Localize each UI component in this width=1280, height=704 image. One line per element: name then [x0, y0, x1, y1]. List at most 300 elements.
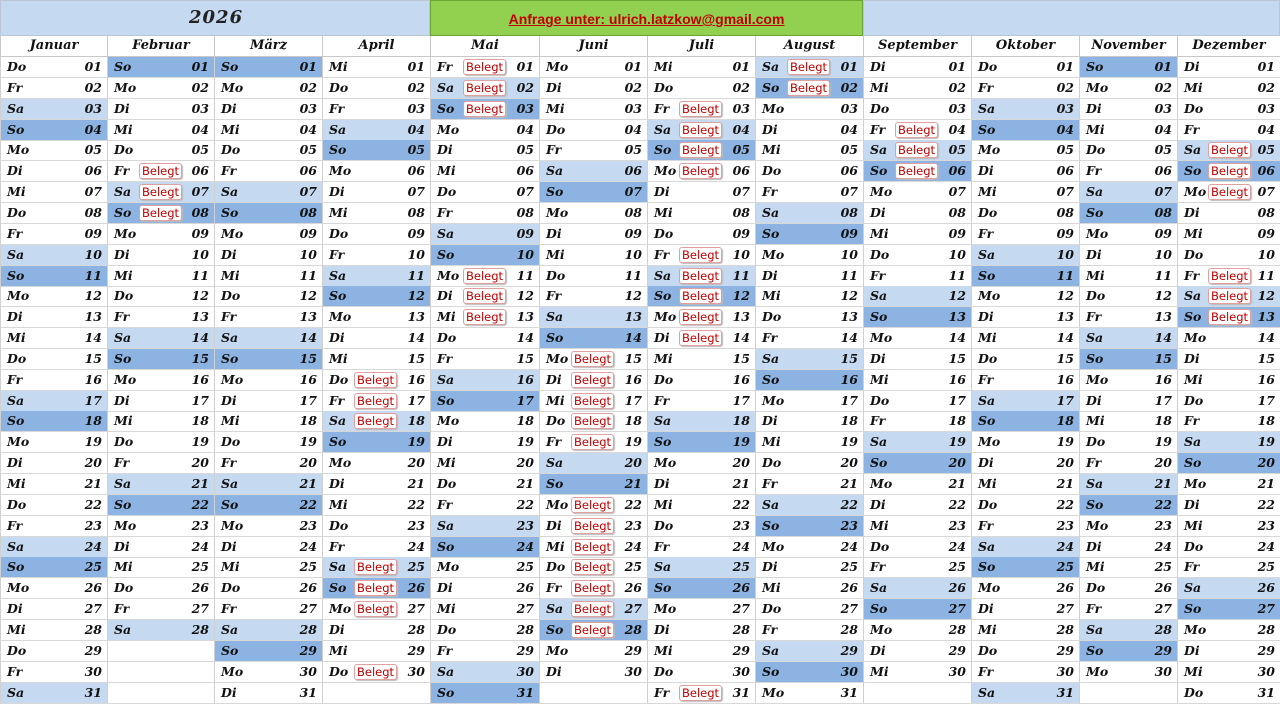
day-number: 17 — [84, 392, 102, 408]
weekday-label: Di — [7, 163, 23, 179]
day-number: 15 — [732, 350, 750, 366]
day-cell — [107, 474, 214, 495]
weekday-label: So — [654, 288, 672, 304]
day-cell — [863, 662, 971, 683]
weekday-label: So — [654, 142, 672, 158]
day-number: 09 — [1056, 225, 1074, 241]
day-number: 19 — [1056, 434, 1074, 450]
day-number: 29 — [624, 642, 642, 658]
booked-badge: Belegt — [571, 518, 614, 534]
weekday-label: Sa — [654, 121, 672, 137]
day-cell — [539, 474, 647, 495]
day-cell — [322, 266, 430, 287]
day-number: 17 — [407, 392, 425, 408]
day-number: 18 — [191, 413, 209, 429]
day-cell — [1079, 641, 1177, 662]
weekday-label: Do — [437, 476, 457, 491]
weekday-label: Mi — [7, 476, 26, 491]
booked-badge: Belegt — [354, 580, 397, 596]
day-cell — [214, 370, 322, 391]
day-cell — [322, 286, 430, 307]
weekday-label: Fr — [978, 371, 994, 387]
day-number: 23 — [948, 517, 966, 533]
weekday-label: Mo — [221, 663, 244, 679]
day-number: 14 — [948, 330, 966, 346]
day-cell — [214, 266, 322, 287]
day-cell — [647, 120, 755, 141]
day-cell — [107, 516, 214, 537]
day-cell — [755, 620, 863, 641]
day-cell — [107, 120, 214, 141]
day-cell — [214, 307, 322, 328]
day-number: 25 — [732, 559, 750, 575]
day-cell — [539, 245, 647, 266]
day-cell — [539, 683, 647, 704]
weekday-label: Fr — [1086, 163, 1102, 179]
day-cell — [863, 557, 971, 578]
day-cell — [430, 328, 539, 349]
day-cell — [755, 182, 863, 203]
day-cell — [1079, 78, 1177, 99]
weekday-label: Do — [221, 580, 241, 596]
day-cell — [0, 411, 107, 432]
day-number: 09 — [624, 225, 642, 241]
day-cell — [1177, 286, 1280, 307]
day-number: 18 — [840, 413, 858, 429]
day-number: 29 — [840, 642, 858, 658]
weekday-label: Mo — [221, 517, 244, 533]
day-cell — [539, 99, 647, 120]
weekday-label: Di — [870, 59, 886, 74]
day-cell — [971, 78, 1079, 99]
day-number: 05 — [191, 142, 209, 158]
weekday-label: Mo — [437, 267, 460, 283]
day-cell — [755, 99, 863, 120]
day-cell — [214, 245, 322, 266]
day-cell — [647, 182, 755, 203]
weekday-label: Mi — [870, 517, 889, 533]
month-header: September — [863, 36, 971, 57]
weekday-label: Mi — [1086, 413, 1105, 429]
weekday-label: Do — [7, 204, 27, 220]
day-number: 06 — [1257, 163, 1275, 179]
day-cell — [863, 266, 971, 287]
day-number: 10 — [1257, 246, 1275, 262]
day-number: 27 — [191, 601, 209, 617]
day-cell — [214, 161, 322, 182]
weekday-label: Fr — [7, 371, 23, 387]
day-cell — [647, 495, 755, 516]
weekday-label: Sa — [654, 267, 672, 283]
day-number: 01 — [840, 59, 858, 74]
weekday-label: So — [870, 163, 888, 179]
weekday-label: Fr — [546, 434, 562, 450]
weekday-label: So — [221, 642, 239, 658]
weekday-label: Di — [870, 496, 886, 512]
day-cell — [1079, 120, 1177, 141]
day-number: 09 — [840, 225, 858, 241]
weekday-label: Do — [1184, 684, 1204, 700]
day-number: 17 — [732, 392, 750, 408]
day-number: 01 — [516, 59, 534, 74]
weekday-label: Sa — [762, 496, 780, 512]
weekday-label: Mo — [978, 434, 1001, 450]
day-cell — [214, 120, 322, 141]
weekday-label: Mi — [221, 267, 240, 283]
weekday-label: Mi — [1086, 559, 1105, 575]
weekday-label: So — [221, 59, 239, 74]
day-cell — [755, 224, 863, 245]
day-number: 26 — [948, 580, 966, 596]
day-number: 22 — [84, 496, 102, 512]
day-cell — [1079, 620, 1177, 641]
day-number: 19 — [516, 434, 534, 450]
day-cell — [1177, 266, 1280, 287]
day-cell — [1079, 557, 1177, 578]
weekday-label: Do — [7, 496, 27, 512]
month-header: März — [214, 36, 322, 57]
weekday-label: Mi — [1184, 371, 1203, 387]
day-number: 24 — [299, 538, 317, 554]
day-cell — [647, 140, 755, 161]
day-number: 11 — [1154, 267, 1172, 283]
day-number: 21 — [299, 476, 317, 491]
day-cell — [322, 120, 430, 141]
day-number: 07 — [732, 184, 750, 200]
weekday-label: Mi — [762, 434, 781, 450]
day-cell — [971, 495, 1079, 516]
day-number: 23 — [1056, 517, 1074, 533]
day-number: 21 — [624, 476, 642, 491]
weekday-label: Do — [978, 204, 998, 220]
day-number: 09 — [407, 225, 425, 241]
day-number: 27 — [840, 601, 858, 617]
month-header: Februar — [107, 36, 214, 57]
day-number: 13 — [624, 309, 642, 325]
booked-badge: Belegt — [895, 142, 938, 158]
weekday-label: Sa — [978, 684, 996, 700]
weekday-label: Mi — [546, 246, 565, 262]
day-cell — [107, 203, 214, 224]
day-number: 18 — [516, 413, 534, 429]
day-number: 13 — [1154, 309, 1172, 325]
day-cell — [755, 557, 863, 578]
day-cell — [0, 286, 107, 307]
day-cell — [1177, 203, 1280, 224]
weekday-label: Do — [114, 580, 134, 596]
day-cell — [863, 349, 971, 370]
day-number: 04 — [1154, 121, 1172, 137]
weekday-label: Fr — [329, 100, 345, 116]
day-cell — [0, 266, 107, 287]
day-cell — [647, 286, 755, 307]
weekday-label: Fr — [870, 267, 886, 283]
day-number: 06 — [516, 163, 534, 179]
day-cell — [322, 599, 430, 620]
weekday-label: Sa — [221, 621, 239, 637]
day-cell — [1177, 78, 1280, 99]
weekday-label: Mi — [329, 350, 348, 366]
weekday-label: So — [437, 392, 455, 408]
weekday-label: Do — [978, 642, 998, 658]
day-number: 17 — [840, 392, 858, 408]
weekday-label: Sa — [870, 580, 888, 596]
weekday-label: Mo — [1184, 184, 1207, 200]
day-cell — [1177, 641, 1280, 662]
day-cell — [430, 370, 539, 391]
day-number: 30 — [948, 663, 966, 679]
weekday-label: Do — [762, 163, 782, 179]
day-number: 14 — [1257, 330, 1275, 346]
day-cell — [322, 307, 430, 328]
day-number: 08 — [1056, 204, 1074, 220]
day-number: 26 — [407, 580, 425, 596]
weekday-label: Di — [437, 142, 453, 158]
weekday-label: Mo — [1086, 663, 1109, 679]
weekday-label: Sa — [329, 413, 347, 429]
weekday-label: Mi — [7, 184, 26, 200]
weekday-label: Sa — [762, 642, 780, 658]
weekday-label: So — [654, 434, 672, 450]
day-cell — [539, 307, 647, 328]
day-cell — [863, 99, 971, 120]
weekday-label: Do — [978, 59, 998, 74]
booked-badge: Belegt — [463, 309, 506, 325]
day-number: 06 — [407, 163, 425, 179]
day-number: 15 — [191, 350, 209, 366]
inquiry-email-link[interactable]: Anfrage unter: ulrich.latzkow@gmail.com — [508, 11, 785, 27]
day-cell — [1177, 683, 1280, 704]
weekday-label: Fr — [1184, 267, 1200, 283]
weekday-label: Fr — [978, 79, 994, 95]
day-number: 24 — [948, 538, 966, 554]
day-number: 13 — [732, 309, 750, 325]
day-cell — [971, 120, 1079, 141]
weekday-label: Sa — [221, 330, 239, 346]
day-number: 29 — [84, 642, 102, 658]
day-cell — [430, 432, 539, 453]
day-cell — [214, 599, 322, 620]
day-cell — [863, 683, 971, 704]
day-number: 17 — [1056, 392, 1074, 408]
booked-badge: Belegt — [895, 122, 938, 138]
day-number: 25 — [191, 559, 209, 575]
weekday-label: Mo — [114, 79, 137, 95]
day-number: 30 — [840, 663, 858, 679]
weekday-label: Fr — [870, 121, 886, 137]
booked-badge: Belegt — [571, 539, 614, 555]
day-number: 21 — [840, 476, 858, 491]
day-cell — [971, 537, 1079, 558]
booked-badge: Belegt — [895, 163, 938, 179]
weekday-label: Mo — [1184, 330, 1207, 346]
weekday-label: Fr — [7, 517, 23, 533]
booked-badge: Belegt — [679, 268, 722, 284]
weekday-label: Sa — [546, 455, 564, 471]
day-cell — [107, 224, 214, 245]
weekday-label: Do — [654, 79, 674, 95]
weekday-label: Fr — [1184, 559, 1200, 575]
day-cell — [863, 203, 971, 224]
weekday-label: Sa — [1086, 476, 1104, 491]
day-cell — [322, 391, 430, 412]
day-cell — [863, 120, 971, 141]
day-cell — [971, 370, 1079, 391]
day-number: 15 — [1056, 350, 1074, 366]
weekday-label: Di — [329, 476, 345, 491]
booked-badge: Belegt — [354, 372, 397, 388]
day-number: 09 — [299, 225, 317, 241]
weekday-label: Di — [114, 246, 130, 262]
day-cell — [647, 432, 755, 453]
day-cell — [1177, 599, 1280, 620]
day-cell — [214, 328, 322, 349]
weekday-label: Di — [762, 121, 778, 137]
day-cell — [1079, 537, 1177, 558]
day-cell — [1177, 328, 1280, 349]
day-number: 18 — [1154, 413, 1172, 429]
day-number: 01 — [407, 59, 425, 74]
day-cell — [647, 266, 755, 287]
day-number: 18 — [407, 413, 425, 429]
day-cell — [971, 391, 1079, 412]
day-number: 27 — [299, 601, 317, 617]
weekday-label: Di — [1086, 392, 1102, 408]
weekday-label: Do — [329, 79, 349, 95]
weekday-label: Mo — [546, 350, 569, 366]
day-number: 07 — [1257, 184, 1275, 200]
weekday-label: So — [221, 204, 239, 220]
day-cell — [322, 620, 430, 641]
weekday-label: Do — [1086, 580, 1106, 596]
day-cell — [539, 286, 647, 307]
day-number: 05 — [407, 142, 425, 158]
day-cell — [755, 203, 863, 224]
weekday-label: Sa — [1184, 580, 1202, 596]
day-cell — [647, 161, 755, 182]
day-number: 26 — [840, 580, 858, 596]
day-number: 20 — [624, 455, 642, 471]
day-cell — [322, 78, 430, 99]
day-number: 22 — [948, 496, 966, 512]
day-cell — [107, 57, 214, 78]
weekday-label: Mi — [7, 330, 26, 346]
month-header: Juni — [539, 36, 647, 57]
day-number: 10 — [516, 246, 534, 262]
day-number: 30 — [299, 663, 317, 679]
booked-badge: Belegt — [679, 685, 722, 701]
weekday-label: Sa — [437, 225, 455, 241]
weekday-label: So — [7, 413, 25, 429]
weekday-label: Mi — [870, 225, 889, 241]
booked-badge: Belegt — [679, 142, 722, 158]
day-number: 15 — [624, 350, 642, 366]
weekday-label: Di — [1086, 538, 1102, 554]
day-number: 23 — [624, 517, 642, 533]
booked-badge: Belegt — [139, 205, 182, 221]
day-cell — [107, 453, 214, 474]
weekday-label: Mi — [654, 496, 673, 512]
day-number: 05 — [732, 142, 750, 158]
day-number: 22 — [1257, 496, 1275, 512]
day-cell — [539, 453, 647, 474]
weekday-label: So — [1086, 59, 1104, 74]
day-cell — [0, 78, 107, 99]
day-number: 17 — [299, 392, 317, 408]
weekday-label: Do — [654, 517, 674, 533]
day-number: 23 — [84, 517, 102, 533]
day-cell — [0, 453, 107, 474]
day-number: 01 — [84, 59, 102, 74]
weekday-label: Sa — [114, 184, 132, 200]
weekday-label: Fr — [329, 392, 345, 408]
day-cell — [647, 328, 755, 349]
weekday-label: Di — [437, 288, 453, 304]
weekday-label: Do — [762, 455, 782, 471]
day-number: 25 — [299, 559, 317, 575]
day-number: 23 — [191, 517, 209, 533]
day-number: 20 — [1257, 455, 1275, 471]
booked-badge: Belegt — [139, 184, 182, 200]
day-number: 21 — [732, 476, 750, 491]
weekday-label: Do — [870, 392, 890, 408]
day-cell — [539, 557, 647, 578]
day-cell — [1177, 57, 1280, 78]
weekday-label: Do — [1086, 288, 1106, 304]
day-cell — [755, 537, 863, 558]
day-cell — [1079, 411, 1177, 432]
weekday-label: Di — [1184, 204, 1200, 220]
weekday-label: Mi — [114, 413, 133, 429]
weekday-label: Fr — [654, 246, 670, 262]
weekday-label: Mi — [437, 601, 456, 617]
day-number: 06 — [624, 163, 642, 179]
weekday-label: Do — [978, 350, 998, 366]
day-cell — [1177, 224, 1280, 245]
day-number: 05 — [1257, 142, 1275, 158]
day-cell — [0, 578, 107, 599]
day-number: 27 — [948, 601, 966, 617]
day-cell — [0, 391, 107, 412]
weekday-label: Mo — [329, 601, 352, 617]
day-cell — [971, 599, 1079, 620]
day-cell — [863, 140, 971, 161]
weekday-label: Sa — [7, 684, 25, 700]
day-number: 22 — [299, 496, 317, 512]
weekday-label: So — [654, 580, 672, 596]
weekday-label: Sa — [870, 434, 888, 450]
day-cell — [1079, 349, 1177, 370]
day-number: 15 — [299, 350, 317, 366]
day-cell — [863, 182, 971, 203]
day-number: 18 — [1257, 413, 1275, 429]
day-number: 24 — [1056, 538, 1074, 554]
weekday-label: Sa — [114, 476, 132, 491]
weekday-label: Sa — [114, 621, 132, 637]
weekday-label: Sa — [1086, 184, 1104, 200]
day-cell — [647, 599, 755, 620]
weekday-label: Mi — [978, 476, 997, 491]
weekday-label: Mo — [437, 121, 460, 137]
day-cell — [430, 307, 539, 328]
weekday-label: Sa — [437, 79, 455, 95]
weekday-label: Mi — [329, 496, 348, 512]
day-number: 19 — [299, 434, 317, 450]
day-number: 17 — [948, 392, 966, 408]
day-cell — [539, 599, 647, 620]
day-number: 28 — [407, 621, 425, 637]
day-number: 12 — [840, 288, 858, 304]
